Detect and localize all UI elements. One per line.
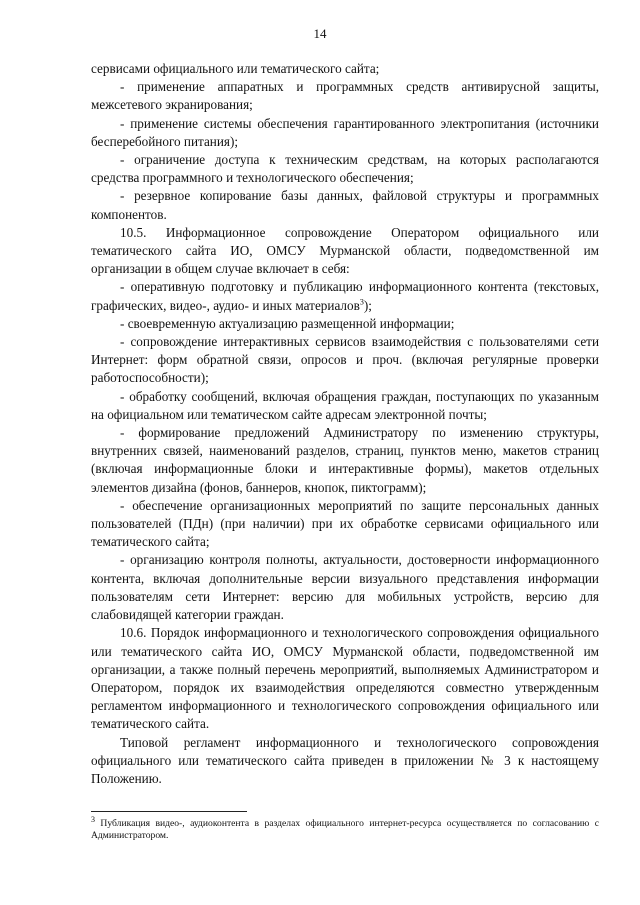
paragraph: - сопровождение интерактивных сервисов взаимодействия с пользователями сети Интернет: форм обратной связи, опросов и проч. (включая регулярные проверки работоспособности); (91, 334, 599, 386)
page-number: 14 (313, 26, 327, 41)
paragraph: - обеспечение организационных мероприятий по защите персональных данных пользователей (ПДн) (при наличии) при их обработке сервисами официального или тематического сайта; (91, 497, 599, 550)
footnote-marker: 3 (91, 814, 95, 824)
paragraph: Типовой регламент информационного и технологического сопровождения официального или тематического сайта приведен в приложении № 3 к настоящему Положению. (91, 734, 599, 786)
paragraph: - обработку сообщений, включая обращения граждан, поступающих по указанным на официальном или тематическом сайте адресам электронной почты; (91, 388, 599, 422)
paragraph: - своевременную актуализацию размещенной информации; (120, 315, 455, 331)
section-10-6: 10.6. Порядок информационного и технологического сопровождения официального или тематического сайта ИО, ОМСУ Мурманской области, подведомственной им организации, а также полный перечень мероприятий, выполняемых Администратором и Оператором, порядок их взаимодействия определяются совместно утвержденным регламентом информационного и технологического сопровождения официального или тематического сайта. (91, 625, 599, 732)
paragraph-with-footnote (91, 278, 599, 314)
paragraph: - ограничение доступа к техническим средствам, на которых располагаются средства программного и технологического обеспечения; (91, 152, 599, 186)
paragraph: сервисами официального или тематического сайта; (91, 61, 380, 76)
paragraph-text-end: ); (363, 297, 372, 313)
paragraph: - применение системы обеспечения гарантированного электропитания (источники бесперебойного питания); (91, 115, 599, 149)
paragraph: - формирование предложений Администратору по изменению структуры, внутренних связей, наименований разделов, страниц, пунктов меню, макетов страниц (включая информационные блоки и интерактивные формы), макетов отдельных элементов дизайна (фонов, баннеров, кнопок, пиктограмм); (91, 425, 599, 495)
footnote-ref: 3 (359, 297, 364, 307)
footnote-separator (91, 811, 247, 812)
body-text (91, 60, 599, 788)
paragraph-text: - оперативную подготовку и публикацию информационного контента (текстовых, графических, видео-, аудио- и иных материалов (91, 279, 599, 313)
section-10-5: 10.5. Информационное сопровождение Оператором официального или тематического сайта ИО, ОМСУ Мурманской области, подведомственной им организации в общем случае включает в себя: (91, 224, 599, 277)
paragraph: - организацию контроля полноты, актуальности, достоверности информационного контента, включая дополнительные версии визуального представления информации пользователям сети Интернет: версию для мобильных устройств, версию для слабовидящей категории граждан. (91, 552, 599, 623)
paragraph: - применение аппаратных и программных средств антивирусной защиты, межсетевого экранирования; (91, 79, 599, 113)
footnote (91, 814, 599, 842)
footnote-text: Публикация видео-, аудиоконтента в разделах официального интернет-ресурса осуществляется по согласованию с Администратором. (91, 818, 599, 841)
paragraph: - резервное копирование базы данных, файловой структуры и программных компонентов. (91, 188, 599, 222)
